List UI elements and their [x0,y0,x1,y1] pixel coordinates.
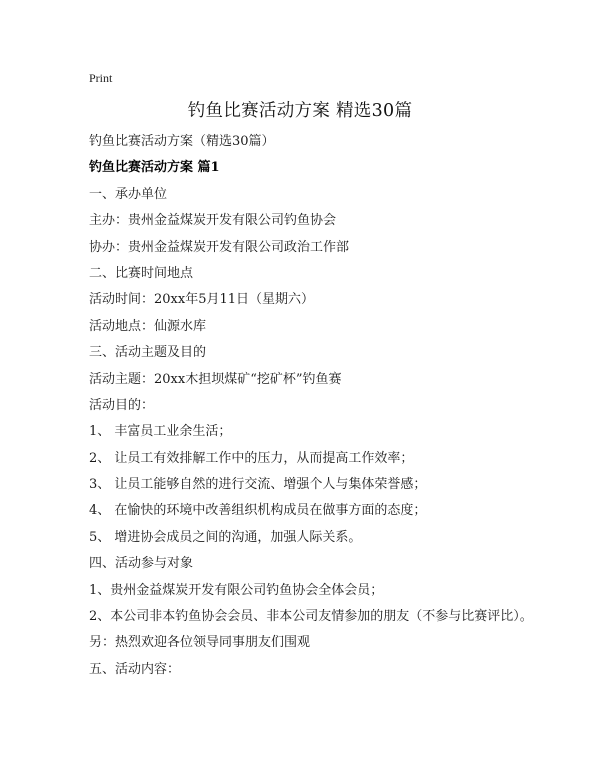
text-line: 3、 让员工能够自然的进行交流、增强个人与集体荣誉感； [89,477,427,493]
text-line: 协办：贵州金益煤炭开发有限公司政治工作部 [89,239,350,255]
text-line: 活动目的： [89,397,155,413]
text-line: 二、比赛时间地点 [89,265,194,281]
print-label: Print [89,71,113,85]
text-line: 4、 在愉快的环境中改善组织机构成员在做事方面的态度； [89,503,427,519]
text-line: 一、承办单位 [89,186,168,202]
text-line: 2、 让员工有效排解工作中的压力，从而提高工作效率； [89,450,414,466]
text-line: 另：热烈欢迎各位领导同事朋友们围观 [89,635,311,651]
text-line: 三、活动主题及目的 [89,345,207,361]
text-line: 2、本公司非本钓鱼协会会员、非本公司友情参加的朋友（不参与比赛评比）。 [89,609,533,625]
text-line: 活动时间：20xx年5月11日（星期六） [89,292,315,308]
text-line: 5、 增进协会成员之间的沟通，加强人际关系。 [89,529,362,545]
text-line: 1、 丰富员工业余生活； [89,424,232,440]
section-heading: 钓鱼比赛活动方案 篇1 [89,160,220,176]
text-line: 活动地点：仙源水库 [89,318,207,334]
text-line: 五、活动内容： [89,661,181,677]
text-line: 活动主题：20xx木担坝煤矿“挖矿杯”钓鱼赛 [89,371,342,387]
text-line: 主办：贵州金益煤炭开发有限公司钓鱼协会 [89,213,337,229]
text-line: 钓鱼比赛活动方案（精选30篇） [89,134,275,149]
text-line: 四、活动参与对象 [89,556,194,572]
document-title: 钓鱼比赛活动方案 精选30篇 [187,101,413,121]
text-line: 1、贵州金益煤炭开发有限公司钓鱼协会全体会员； [89,582,384,598]
document-body [89,132,569,686]
